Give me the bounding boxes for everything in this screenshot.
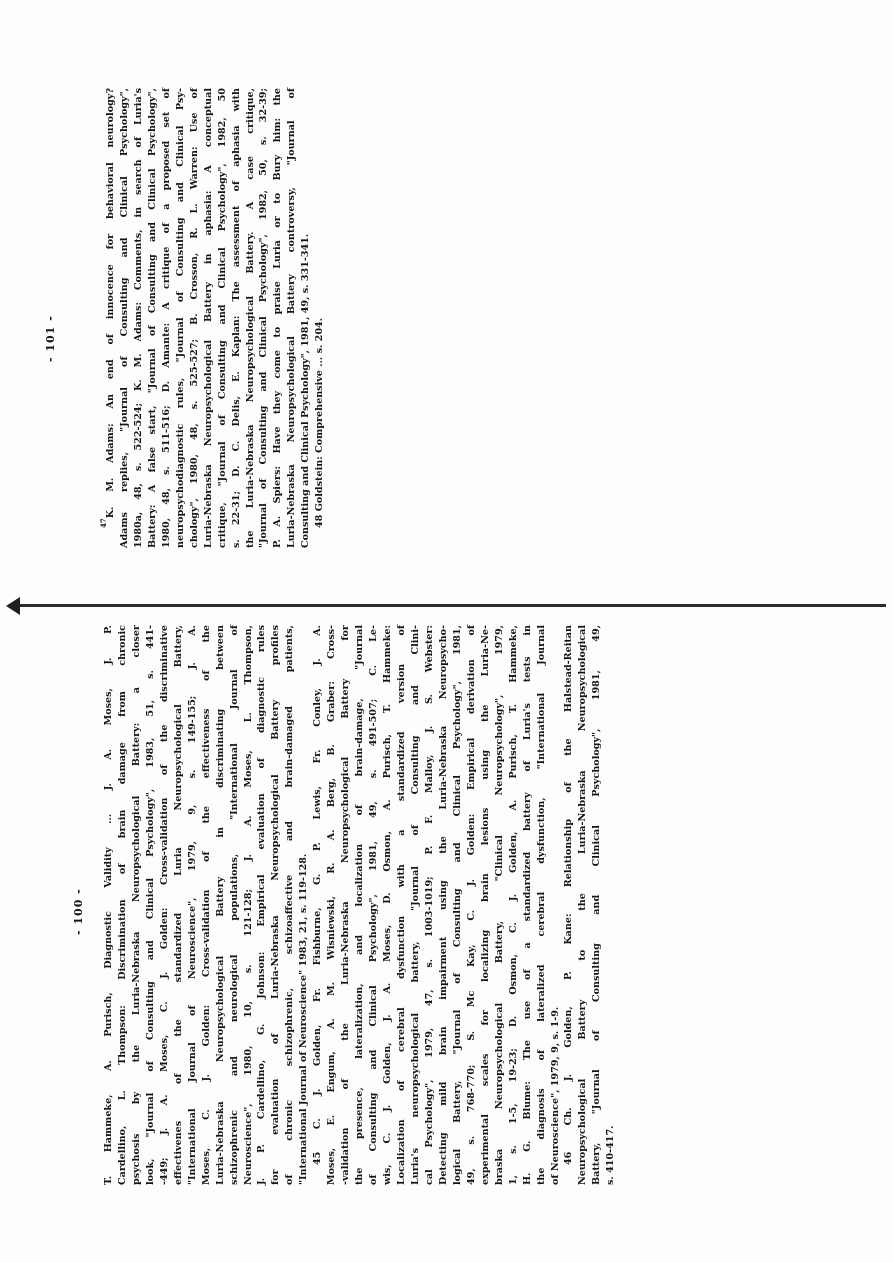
page-101 (44, 88, 424, 548)
text-line: "International Journal of Neuroscience", 1979, 9, s. 149-155; J. A. (186, 625, 198, 1185)
text-line: of Neuroscience", 1979, 9, s. 1-9. (549, 1006, 561, 1185)
text-line: logical Battery, "Journal of Consulting and Clinical Psychology", 1981, (451, 625, 463, 1185)
text-line: "Journal of Consulting and Clinical Psychology", 1982, 50, s. 32-39; (258, 88, 270, 548)
text-line: J. P. Cardellino, G. Johnson: Empirical evaluation of diagnostic rules (256, 625, 268, 1185)
text-line: Detecting mild brain impairment using the Luria-Nebraska Neuropsycho- (437, 625, 449, 1185)
text-line: s. 410-417. (605, 1125, 617, 1185)
text-line: Luria-Nebraska Neuropsychological Battery controversy, "Journal of (286, 88, 298, 548)
text-line: look, "Journal of Consulting and Clinical Psychology", 1983, 51, s. 441- (144, 625, 156, 1185)
text-line: Cardellino, L. Thompson: Discrimination of brain damage from chronic (116, 625, 128, 1185)
text-line: 1, s. 1-5, 19-23; D. Osmon, C. J. Golden, A. Purisch, T. Hammeke, (507, 625, 519, 1185)
page-100 (72, 625, 617, 1185)
text-line: -validation of the Luria-Nebraska Neuropsychological Battery for (340, 625, 352, 1185)
text-line: Moses, E. Engum, A. M. Wisniewski, R. A. Berg, B. Graber: Cross- (326, 625, 338, 1185)
page-number: - 100 - (72, 888, 85, 935)
text-line: Battery: A false start, "Journal of Consulting and Clinical Psychology", (146, 88, 158, 548)
fold-marker-icon (6, 597, 20, 615)
text-line: Luria-Nebraska Neuropsychological Battery in aphasia: A conceptual (202, 88, 214, 548)
text-line: Moses, C. J. Golden: Cross-validation of the effectiveness of the (200, 625, 212, 1185)
footnote-45-start: 45 C. J. Golden, Fr. Fishburne, G. P. Lewis, Fr. Conley, J. A. (312, 625, 324, 1165)
text-line: Luria's neuropsychological battery, "Journal of Consulting and Clini- (409, 625, 421, 1185)
text-line: wis, C. J. Golden, J. A. Moses, D. Osmon, A. Purisch, T. Hammeke: (382, 625, 394, 1185)
text-line: experimental scales for localizing brain lesions using the Luria-Ne- (479, 625, 491, 1185)
text-line: neuropsychodiagnostic rules, "Journal of Consulting and Clinical Psy- (174, 88, 186, 548)
text-line: Neuroscience", 1980, 10, s. 121-128; J. A. Moses, L. Thompson, (242, 625, 254, 1185)
text-line: 1980a, 48, s. 522-524; K. M. Adams: Comments, in search of Luria's (132, 88, 144, 548)
text-line: 1980, 48, s. 511-516; D. Amante: A critique of a proposed set of (160, 88, 172, 548)
text-line: Neuropsychological Battery to the Luria-Nebraska Neuropsychological (577, 625, 589, 1185)
text-line: psychosis by the Luria-Nebraska Neuropsychological Battery: a closer (130, 625, 142, 1185)
text-line: -449; J. A. Moses, C. J. Golden: Cross-validation of the discriminative (158, 625, 170, 1185)
text-line: P. A. Spiers: Have they come to praise Luria or to Bury him: the (272, 88, 284, 548)
text-line: 49, s. 768-770; S. Mc Kay, C. J. Golden: Empirical derivation of (465, 625, 477, 1185)
text-line: Localization of cerebral dysfunction with a standardized version of (396, 625, 408, 1185)
text-line: Battery, "Journal of Consulting and Clinical Psychology", 1981, 49, (591, 625, 603, 1185)
text-line: for evaluation of Luria-Nebraska Neuropsychological Battery profiles (270, 625, 282, 1185)
book-fold-line (14, 604, 886, 607)
text-line: of chronic schizophrenic, schizoaffective and brain-damaged patients, (284, 625, 296, 1185)
text-line: effectivenes of the standardized Luria Neuropsychological Battery, (172, 625, 184, 1185)
text-line: Adams replies, "Journal of Consulting and Clinical Psychology", (118, 88, 130, 548)
text-line: "International Journal of Neuroscience" 1983, 21, s. 119-128. (298, 853, 310, 1185)
text-line: chology", 1980, 48, s. 525-527; B. Crosson, R. L. Warren: Use of (188, 88, 200, 548)
text-line: schizophrenic and neurological populations, "International Journal of (228, 625, 240, 1185)
text-line: of Consulting and Clinical Psychology", 1981, 49, s. 491-507; C. Le- (368, 625, 380, 1185)
page-number: - 101 - (44, 315, 57, 362)
text-line: K. M. Adams: An end of innocence for behavioral neurology? (105, 88, 116, 519)
text-line: critique, "Journal of Consulting and Clinical Psychology", 1982, 50 (216, 88, 228, 548)
footnote-48: 48 Goldstein: Comprehensive ... s. 204. (314, 317, 326, 528)
text-line: cal Psychology", 1979, 47, s. 1003-1019; P. F. Malloy, J. S. Webster: (423, 625, 435, 1185)
text-line: H. G. Blume: The use of a standardized battery of Luria's tests in (521, 625, 533, 1185)
footnote-47-start (99, 88, 118, 548)
text-line: Consulting and Clinical Psychology", 1981, 49, s. 331-341. (300, 233, 312, 548)
text-line: the Luria-Nebraska Neuropsychological Battery. A case critique, (244, 88, 256, 548)
text-line: Luria-Nebraska Neuropsychological Battery in discriminating between (214, 625, 226, 1185)
text-line: T. Hammeke, A. Purisch, Diagnostic Validity ... J. A. Moses, J. P. (103, 625, 114, 1185)
text-line: the diagnosis of lateralized cerebral dysfunction, "International Journal (535, 625, 547, 1185)
footnote-mark: 47 (99, 518, 108, 528)
footnotes-block (99, 88, 327, 548)
footnotes-block (102, 625, 618, 1185)
text-line: s. 22-31; D. C. Delis, E. Kaplan: The assessment of aphasia with (230, 88, 242, 548)
footnote-46-start: 46 Ch. J. Golden, P. Kane: Relationship of the Halstead-Reitan (563, 625, 575, 1165)
text-line: braska Neuropsychological Battery, "Clinical Neuropsychology", 1979, (493, 625, 505, 1185)
text-line: the presence, lateralization, and localization of brain-damage, "Journal (354, 625, 366, 1185)
